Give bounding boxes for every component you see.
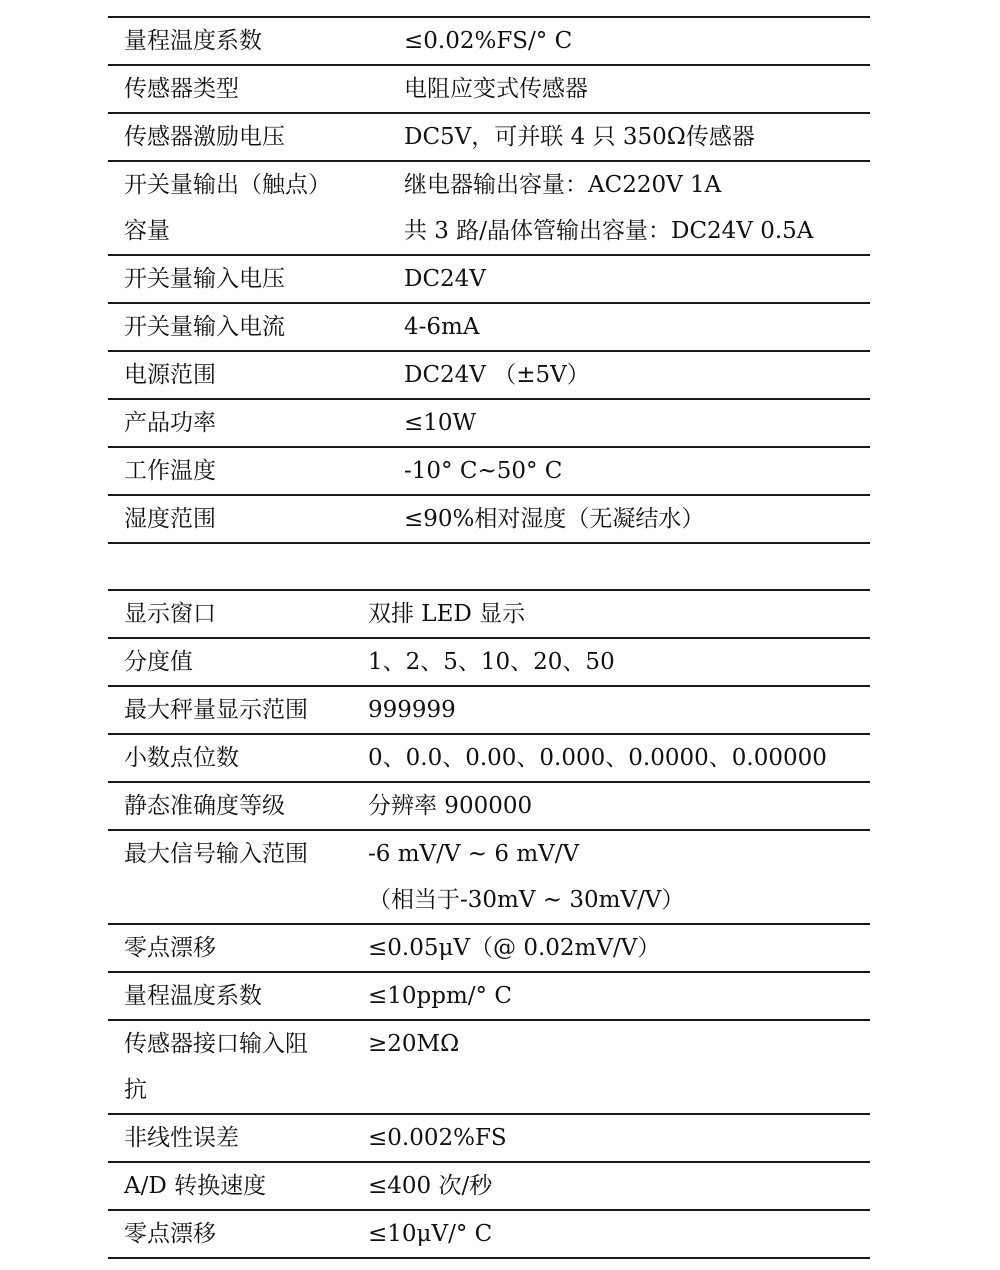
- spec-value: [368, 924, 870, 972]
- spec-label: [108, 495, 388, 543]
- table-row: [108, 972, 870, 1020]
- spec-value-line: 4-6mA: [404, 314, 480, 340]
- spec-label-line: 容量: [124, 218, 170, 244]
- spec-label-line: 开关量输出（触点）: [124, 172, 331, 198]
- spec-value: [368, 782, 870, 830]
- spec-value: [368, 1114, 870, 1162]
- spec-value: [388, 399, 870, 447]
- table-row: [108, 255, 870, 303]
- table-row: [108, 1020, 870, 1114]
- spec-label: [108, 1114, 368, 1162]
- spec-table-body: [108, 590, 870, 1258]
- spec-value-line: ≤0.002%FS: [368, 1125, 507, 1151]
- spec-label-line: 显示窗口: [124, 601, 216, 627]
- table-row: [108, 447, 870, 495]
- spec-label: [108, 351, 388, 399]
- table-row: [108, 782, 870, 830]
- spec-value-line: 电阻应变式传感器: [404, 76, 588, 102]
- spec-label-line: A/D 转换速度: [124, 1173, 267, 1199]
- spec-label-line: 传感器激励电压: [124, 124, 285, 150]
- spec-label: [108, 161, 388, 255]
- spec-label: [108, 924, 368, 972]
- spec-value: [368, 686, 870, 734]
- spec-label-line: 最大信号输入范围: [124, 841, 308, 867]
- spec-label-line: 非线性误差: [124, 1125, 239, 1151]
- spec-label-line: 零点漂移: [124, 935, 216, 961]
- spec-label: [108, 1020, 368, 1114]
- spec-label: [108, 113, 388, 161]
- table-row: [108, 495, 870, 543]
- spec-value-line: ≤10W: [404, 410, 477, 436]
- table-row: [108, 590, 870, 638]
- spec-value-line: 1、2、5、10、20、50: [368, 649, 615, 675]
- spec-label-line: 静态准确度等级: [124, 793, 285, 819]
- spec-label-line: 量程温度系数: [124, 28, 262, 54]
- spec-label: [108, 590, 368, 638]
- spec-label: [108, 1162, 368, 1210]
- spec-label-line: 产品功率: [124, 410, 216, 436]
- spec-label: [108, 255, 388, 303]
- table-row: [108, 924, 870, 972]
- spec-label-line: 湿度范围: [124, 506, 216, 532]
- spec-value-line: 999999: [368, 697, 456, 723]
- spec-label-line: 分度值: [124, 649, 193, 675]
- spec-value: [368, 590, 870, 638]
- spec-label-line: 传感器接口输入阻: [124, 1031, 308, 1057]
- spec-value: [388, 255, 870, 303]
- table-row: [108, 638, 870, 686]
- spec-value-line: （相当于-30mV ~ 30mV/V）: [368, 887, 685, 913]
- spec-label: [108, 399, 388, 447]
- spec-label: [108, 686, 368, 734]
- spec-label-line: 零点漂移: [124, 1221, 216, 1247]
- table-row: [108, 161, 870, 255]
- spec-value: [368, 1020, 870, 1114]
- spec-value: [368, 972, 870, 1020]
- spec-label-line: 小数点位数: [124, 745, 239, 771]
- spec-label-line: 传感器类型: [124, 76, 239, 102]
- spec-value-line: DC24V: [404, 266, 486, 292]
- spec-label-line: 抗: [124, 1077, 147, 1103]
- spec-label: [108, 782, 368, 830]
- spec-value: [388, 161, 870, 255]
- spec-label-line: 最大秤量显示范围: [124, 697, 308, 723]
- spec-value: [388, 17, 870, 65]
- spec-label-line: 工作温度: [124, 458, 216, 484]
- spec-value: [388, 113, 870, 161]
- spec-value-line: ≤400 次/秒: [368, 1173, 493, 1199]
- spec-label: [108, 830, 368, 924]
- spec-value: [368, 638, 870, 686]
- table-row: [108, 830, 870, 924]
- spec-value: [368, 830, 870, 924]
- spec-value: [368, 734, 870, 782]
- spec-value-line: -10° C~50° C: [404, 458, 563, 484]
- spec-value-line: DC5V，可并联 4 只 350Ω传感器: [404, 124, 755, 150]
- spec-value-line: 共 3 路/晶体管输出容量：DC24V 0.5A: [404, 218, 814, 244]
- spec-label: [108, 1210, 368, 1258]
- spec-table-measurement: [108, 589, 870, 1259]
- spec-label-line: 开关量输入电流: [124, 314, 285, 340]
- table-row: [108, 17, 870, 65]
- spec-label: [108, 972, 368, 1020]
- spec-value: [368, 1210, 870, 1258]
- table-row: [108, 734, 870, 782]
- spec-value-line: ≥20MΩ: [368, 1031, 460, 1057]
- table-row: [108, 113, 870, 161]
- spec-value-line: ≤10ppm/° C: [368, 983, 512, 1009]
- table-row: [108, 65, 870, 113]
- spec-label: [108, 734, 368, 782]
- spec-value-line: ≤0.05μV（@ 0.02mV/V）: [368, 935, 661, 961]
- table-row: [108, 686, 870, 734]
- spec-value-line: 分辨率 900000: [368, 793, 533, 819]
- spec-value: [388, 303, 870, 351]
- spec-value-line: 继电器输出容量：AC220V 1A: [404, 172, 722, 198]
- spec-label: [108, 638, 368, 686]
- spec-label-line: 开关量输入电压: [124, 266, 285, 292]
- spec-label: [108, 447, 388, 495]
- spec-value-line: ≤90%相对湿度（无凝结水）: [404, 506, 705, 532]
- spec-label: [108, 65, 388, 113]
- spec-value-line: 双排 LED 显示: [368, 601, 526, 627]
- spec-value: [368, 1162, 870, 1210]
- spec-label-line: 电源范围: [124, 362, 216, 388]
- spec-label: [108, 17, 388, 65]
- spec-table-body: [108, 17, 870, 543]
- spec-value: [388, 447, 870, 495]
- spec-label-line: 量程温度系数: [124, 983, 262, 1009]
- spec-value: [388, 65, 870, 113]
- spec-value: [388, 351, 870, 399]
- spec-value-line: DC24V （±5V）: [404, 362, 590, 388]
- spec-value-line: ≤0.02%FS/° C: [404, 28, 573, 54]
- spec-value: [388, 495, 870, 543]
- table-row: [108, 399, 870, 447]
- spec-value-line: 0、0.0、0.00、0.000、0.0000、0.00000: [368, 745, 827, 771]
- table-row: [108, 1114, 870, 1162]
- spec-value-line: ≤10μV/° C: [368, 1221, 493, 1247]
- table-row: [108, 303, 870, 351]
- table-row: [108, 351, 870, 399]
- spec-value-line: -6 mV/V ~ 6 mV/V: [368, 841, 580, 867]
- table-row: [108, 1210, 870, 1258]
- spec-label: [108, 303, 388, 351]
- spec-table-electrical: [108, 16, 870, 544]
- table-row: [108, 1162, 870, 1210]
